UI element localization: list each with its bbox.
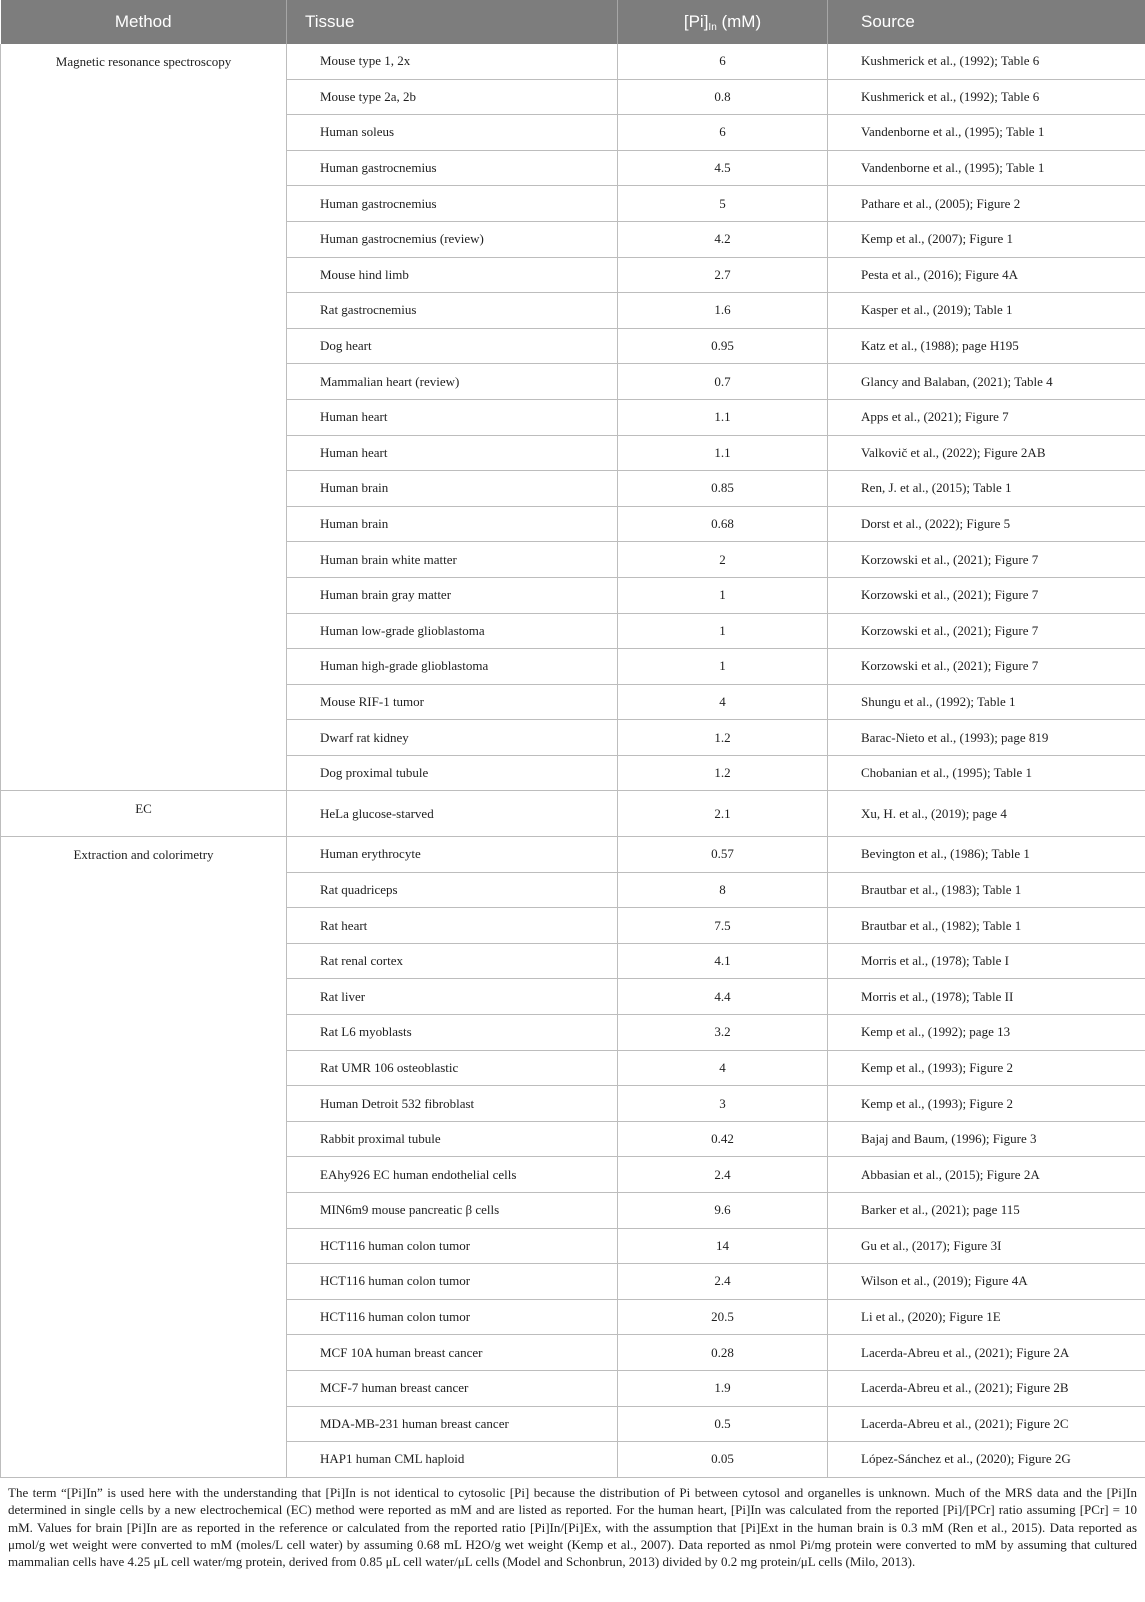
header-pi (618, 0, 828, 44)
method-label: EC (135, 801, 152, 817)
header-pi-unit: (mM) (716, 11, 762, 31)
source-cell: Dorst et al., (2022); Figure 5 (828, 506, 1145, 542)
pi-value-cell: 14 (618, 1228, 828, 1264)
source-cell: Gu et al., (2017); Figure 3I (828, 1228, 1145, 1264)
pi-value-cell: 4.2 (618, 221, 828, 257)
pi-value-cell: 0.5 (618, 1406, 828, 1442)
pi-value-cell: 0.57 (618, 837, 828, 873)
tissue-cell: MCF 10A human breast cancer (287, 1335, 618, 1371)
pi-value-cell: 6 (618, 115, 828, 151)
pi-value-cell: 1 (618, 577, 828, 613)
source-cell: Glancy and Balaban, (2021); Table 4 (828, 364, 1145, 400)
tissue-cell: HAP1 human CML haploid (287, 1442, 618, 1478)
table-body (1, 44, 1145, 1477)
tissue-cell: Mouse type 2a, 2b (287, 79, 618, 115)
tissue-cell: Human brain (287, 506, 618, 542)
pi-value-cell: 20.5 (618, 1299, 828, 1335)
pi-value-cell: 1.2 (618, 720, 828, 756)
source-cell: Barac-Nieto et al., (1993); page 819 (828, 720, 1145, 756)
header-method: Method (1, 0, 287, 44)
pi-value-cell: 4.1 (618, 943, 828, 979)
source-cell: Kemp et al., (1993); Figure 2 (828, 1086, 1145, 1122)
tissue-cell: Dog heart (287, 328, 618, 364)
tissue-cell: Human brain white matter (287, 542, 618, 578)
header-source: Source (828, 0, 1145, 44)
tissue-cell: Human low-grade glioblastoma (287, 613, 618, 649)
tissue-cell: HeLa glucose-starved (287, 791, 618, 837)
source-cell: Wilson et al., (2019); Figure 4A (828, 1264, 1145, 1300)
pi-value-cell: 0.85 (618, 471, 828, 507)
source-cell: Kemp et al., (2007); Figure 1 (828, 221, 1145, 257)
pi-value-cell: 6 (618, 44, 828, 79)
tissue-cell: Rat heart (287, 908, 618, 944)
pi-value-cell: 3 (618, 1086, 828, 1122)
source-cell: Pathare et al., (2005); Figure 2 (828, 186, 1145, 222)
source-cell: Pesta et al., (2016); Figure 4A (828, 257, 1145, 293)
tissue-cell: Human erythrocyte (287, 837, 618, 873)
source-cell: Bajaj and Baum, (1996); Figure 3 (828, 1121, 1145, 1157)
source-cell: Abbasian et al., (2015); Figure 2A (828, 1157, 1145, 1193)
source-cell: Morris et al., (1978); Table II (828, 979, 1145, 1015)
tissue-cell: Rat renal cortex (287, 943, 618, 979)
tissue-cell: Human gastrocnemius (review) (287, 221, 618, 257)
method-cell (1, 44, 287, 791)
source-cell: Korzowski et al., (2021); Figure 7 (828, 613, 1145, 649)
tissue-cell: Human brain gray matter (287, 577, 618, 613)
tissue-cell: Human Detroit 532 fibroblast (287, 1086, 618, 1122)
pi-value-cell: 1 (618, 649, 828, 685)
source-cell: Kushmerick et al., (1992); Table 6 (828, 79, 1145, 115)
source-cell: Chobanian et al., (1995); Table 1 (828, 755, 1145, 791)
tissue-cell: MDA-MB-231 human breast cancer (287, 1406, 618, 1442)
pi-value-cell: 7.5 (618, 908, 828, 944)
tissue-cell: Rat liver (287, 979, 618, 1015)
pi-value-cell: 2.4 (618, 1157, 828, 1193)
header-tissue: Tissue (287, 0, 618, 44)
footnote: The term “[Pi]In” is used here with the understanding that [Pi]In is not identical to cytosolic [Pi] because the distribution of Pi between cytosol and organelles is unknown. Much of the MRS data and the [Pi]In determined in single cells by a new electrochemical (EC) method were reported as mM and are listed as reported. For the human heart, [Pi]In was calculated from the reported [Pi]/[PCr] ratio assuming [PCr] = 10 mM. Values for brain [Pi]In are as reported in the reference or calculated from the reported ratio [Pi]In/[Pi]Ex, with the assumption that [Pi]Ext in the human brain is 0.3 mM (Ren et al., 2015). Data reported as μmol/g wet weight were converted to mM (moles/L cell water) by assuming 0.68 mL H2O/g wet weight (Kemp et al., 2007). Data reported as nmol Pi/mg protein were converted to mM by assuming that cultured mammalian cells have 4.25 μL cell water/mg protein, derived from 0.85 μL cell water/μL cells (Model and Schonbrun, 2013) divided by 0.2 mg protein/μL cells (Milo, 2013). (8, 1484, 1137, 1570)
source-cell: Lacerda-Abreu et al., (2021); Figure 2B (828, 1370, 1145, 1406)
source-cell: Morris et al., (1978); Table I (828, 943, 1145, 979)
source-cell: Kemp et al., (1993); Figure 2 (828, 1050, 1145, 1086)
tissue-cell: Human high-grade glioblastoma (287, 649, 618, 685)
method-cell (1, 791, 287, 837)
tissue-cell: Human heart (287, 399, 618, 435)
pi-value-cell: 8 (618, 872, 828, 908)
source-cell: Korzowski et al., (2021); Figure 7 (828, 577, 1145, 613)
header-pi-sub: In (708, 21, 717, 33)
pi-value-cell: 1.9 (618, 1370, 828, 1406)
tissue-cell: MIN6m9 mouse pancreatic β cells (287, 1193, 618, 1229)
source-cell: Brautbar et al., (1983); Table 1 (828, 872, 1145, 908)
pi-value-cell: 1.2 (618, 755, 828, 791)
source-cell: Li et al., (2020); Figure 1E (828, 1299, 1145, 1335)
tissue-cell: Mammalian heart (review) (287, 364, 618, 400)
tissue-cell: Rat gastrocnemius (287, 293, 618, 329)
method-cell (1, 837, 287, 1478)
source-cell: Korzowski et al., (2021); Figure 7 (828, 542, 1145, 578)
pi-value-cell: 1.1 (618, 435, 828, 471)
tissue-cell: Human gastrocnemius (287, 186, 618, 222)
pi-value-cell: 1.1 (618, 399, 828, 435)
table-row (1, 44, 1145, 79)
pi-value-cell: 4.4 (618, 979, 828, 1015)
pi-value-cell: 0.42 (618, 1121, 828, 1157)
header-pi-main: [Pi] (683, 11, 709, 31)
source-cell: Vandenborne et al., (1995); Table 1 (828, 150, 1145, 186)
tissue-cell: Rat L6 myoblasts (287, 1015, 618, 1051)
pi-value-cell: 4 (618, 684, 828, 720)
source-cell: Lacerda-Abreu et al., (2021); Figure 2C (828, 1406, 1145, 1442)
source-cell: Kushmerick et al., (1992); Table 6 (828, 44, 1145, 79)
table-row (1, 791, 1145, 837)
pi-value-cell: 0.28 (618, 1335, 828, 1371)
source-cell: Bevington et al., (1986); Table 1 (828, 837, 1145, 873)
source-cell: Brautbar et al., (1982); Table 1 (828, 908, 1145, 944)
tissue-cell: HCT116 human colon tumor (287, 1228, 618, 1264)
pi-value-cell: 3.2 (618, 1015, 828, 1051)
pi-value-cell: 0.7 (618, 364, 828, 400)
pi-value-cell: 0.95 (618, 328, 828, 364)
source-cell: Ren, J. et al., (2015); Table 1 (828, 471, 1145, 507)
tissue-cell: Human soleus (287, 115, 618, 151)
source-cell: López-Sánchez et al., (2020); Figure 2G (828, 1442, 1145, 1478)
pi-value-cell: 0.8 (618, 79, 828, 115)
tissue-cell: Mouse RIF-1 tumor (287, 684, 618, 720)
pi-value-cell: 2 (618, 542, 828, 578)
table-row (1, 837, 1145, 873)
source-cell: Shungu et al., (1992); Table 1 (828, 684, 1145, 720)
tissue-cell: Rat quadriceps (287, 872, 618, 908)
pi-value-cell: 4 (618, 1050, 828, 1086)
tissue-cell: Human heart (287, 435, 618, 471)
tissue-cell: HCT116 human colon tumor (287, 1264, 618, 1300)
tissue-cell: Mouse hind limb (287, 257, 618, 293)
source-cell: Korzowski et al., (2021); Figure 7 (828, 649, 1145, 685)
tissue-cell: Mouse type 1, 2x (287, 44, 618, 79)
tissue-cell: Human gastrocnemius (287, 150, 618, 186)
method-label: Magnetic resonance spectroscopy (55, 54, 232, 69)
tissue-cell: Rat UMR 106 osteoblastic (287, 1050, 618, 1086)
pi-value-cell: 0.05 (618, 1442, 828, 1478)
method-label: Extraction and colorimetry (73, 847, 214, 863)
pi-value-cell: 5 (618, 186, 828, 222)
tissue-cell: HCT116 human colon tumor (287, 1299, 618, 1335)
tissue-cell: MCF-7 human breast cancer (287, 1370, 618, 1406)
pi-value-cell: 1.6 (618, 293, 828, 329)
source-cell: Lacerda-Abreu et al., (2021); Figure 2A (828, 1335, 1145, 1371)
tissue-cell: Rabbit proximal tubule (287, 1121, 618, 1157)
source-cell: Apps et al., (2021); Figure 7 (828, 399, 1145, 435)
pi-value-cell: 0.68 (618, 506, 828, 542)
source-cell: Vandenborne et al., (1995); Table 1 (828, 115, 1145, 151)
pi-value-cell: 2.1 (618, 791, 828, 837)
source-cell: Katz et al., (1988); page H195 (828, 328, 1145, 364)
source-cell: Barker et al., (2021); page 115 (828, 1193, 1145, 1229)
pi-value-cell: 9.6 (618, 1193, 828, 1229)
table-header (1, 0, 1145, 44)
source-cell: Kasper et al., (2019); Table 1 (828, 293, 1145, 329)
pi-value-cell: 1 (618, 613, 828, 649)
pi-value-cell: 4.5 (618, 150, 828, 186)
source-cell: Kemp et al., (1992); page 13 (828, 1015, 1145, 1051)
pi-value-cell: 2.4 (618, 1264, 828, 1300)
tissue-cell: Dog proximal tubule (287, 755, 618, 791)
source-cell: Valkovič et al., (2022); Figure 2AB (828, 435, 1145, 471)
pi-value-cell: 2.7 (618, 257, 828, 293)
source-cell: Xu, H. et al., (2019); page 4 (828, 791, 1145, 837)
tissue-cell: Human brain (287, 471, 618, 507)
tissue-cell: EAhy926 EC human endothelial cells (287, 1157, 618, 1193)
tissue-cell: Dwarf rat kidney (287, 720, 618, 756)
